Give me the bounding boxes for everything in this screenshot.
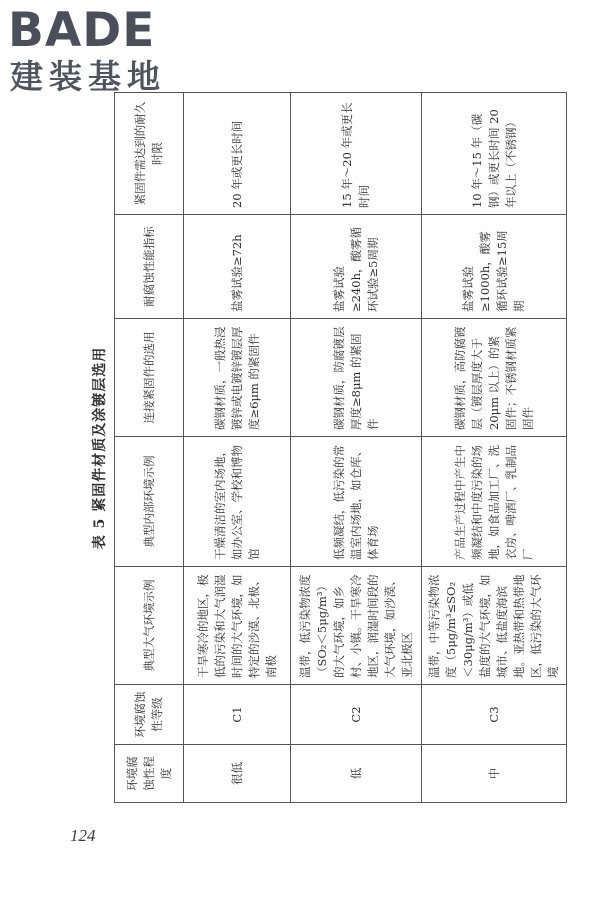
header-cell: 耐腐蚀性能指标: [115, 215, 184, 319]
header-cell: 典型内部环境示例: [115, 437, 184, 567]
fastener-cell: 碳钢材质，防腐镀层厚度≥8μm 的紧固件: [291, 319, 422, 437]
outdoor-example-cell: 干旱寒冷的地区，极低的污染和大气润湿时间的大气环境，如特定的沙漠、北极、南极: [184, 567, 291, 685]
table-row: [184, 93, 291, 803]
table-caption: 表 5 紧固件材质及涂镀层选用: [92, 346, 108, 550]
fastener-cell: 碳钢材质，高防腐镀层（镀层厚度大于 20μm 以上）的紧固件；不锈钢材质紧固件: [422, 319, 567, 437]
durability-cell: 10 年～15 年（碳钢）或更长时间 20 年以上（不锈钢）: [422, 93, 567, 215]
degree-cell: 很低: [184, 745, 291, 803]
outdoor-example-cell: 温带，低污染物浓度（SO₂＜5μg/m³）的大气环境，如乡村、小镇。干旱寒冷地区，润湿时间段的大气环境，如沙漠、亚北极区: [291, 567, 422, 685]
indoor-example-cell: 产品生产过程中产生中频凝结和中度污染的场地，如食品加工厂、洗衣房、啤酒厂、乳制品厂: [422, 437, 567, 567]
level-cell: C1: [184, 685, 291, 745]
indoor-example-cell: 低频凝结，低污染的常温室内场地，如仓库、体育场: [291, 437, 422, 567]
level-cell: C3: [422, 685, 567, 745]
fastener-material-table: [114, 92, 567, 803]
header-cell: 环境腐蚀性等级: [115, 685, 184, 745]
table-row: [422, 93, 567, 803]
degree-cell: 低: [291, 745, 422, 803]
fastener-cell: 碳钢材质，一般热浸镀锌或电镀锌镀层厚度≥6μm 的紧固件: [184, 319, 291, 437]
header-cell: 典型大气环境示例: [115, 567, 184, 685]
performance-cell: 盐雾试验≥72h: [184, 215, 291, 319]
header-cell: 紧固件需达到的耐久时限: [115, 93, 184, 215]
durability-cell: 20 年或更长时间: [184, 93, 291, 215]
indoor-example-cell: 干燥清洁的室内场地，如办公室、学校和博物馆: [184, 437, 291, 567]
performance-cell: 盐雾试验≥240h，酸雾循环试验≥5周期: [291, 215, 422, 319]
header-cell: 环境腐蚀性程度: [115, 745, 184, 803]
durability-cell: 15 年～20 年或更长时间: [291, 93, 422, 215]
header-cell: 连接紧固件的选用: [115, 319, 184, 437]
degree-cell: 中: [422, 745, 567, 803]
rotated-page-content: [86, 93, 560, 803]
page-number: 124: [70, 826, 96, 845]
outdoor-example-cell: 温带，中等污染物浓度（5μg/m³≤SO₂＜30μg/m³）或低盐度的大气环境，如城市、低盐度海滨地。亚热带和热带地区，低污染的大气环境: [422, 567, 567, 685]
logo-wordmark: BADE: [8, 3, 156, 58]
logo-subtitle: 建装基地: [10, 57, 166, 96]
table-header-row: [115, 93, 184, 803]
table-row: [291, 93, 422, 803]
level-cell: C2: [291, 685, 422, 745]
logo: [8, 3, 183, 98]
performance-cell: 盐雾试验≥1000h，酸雾循环试验≥15周期: [422, 215, 567, 319]
